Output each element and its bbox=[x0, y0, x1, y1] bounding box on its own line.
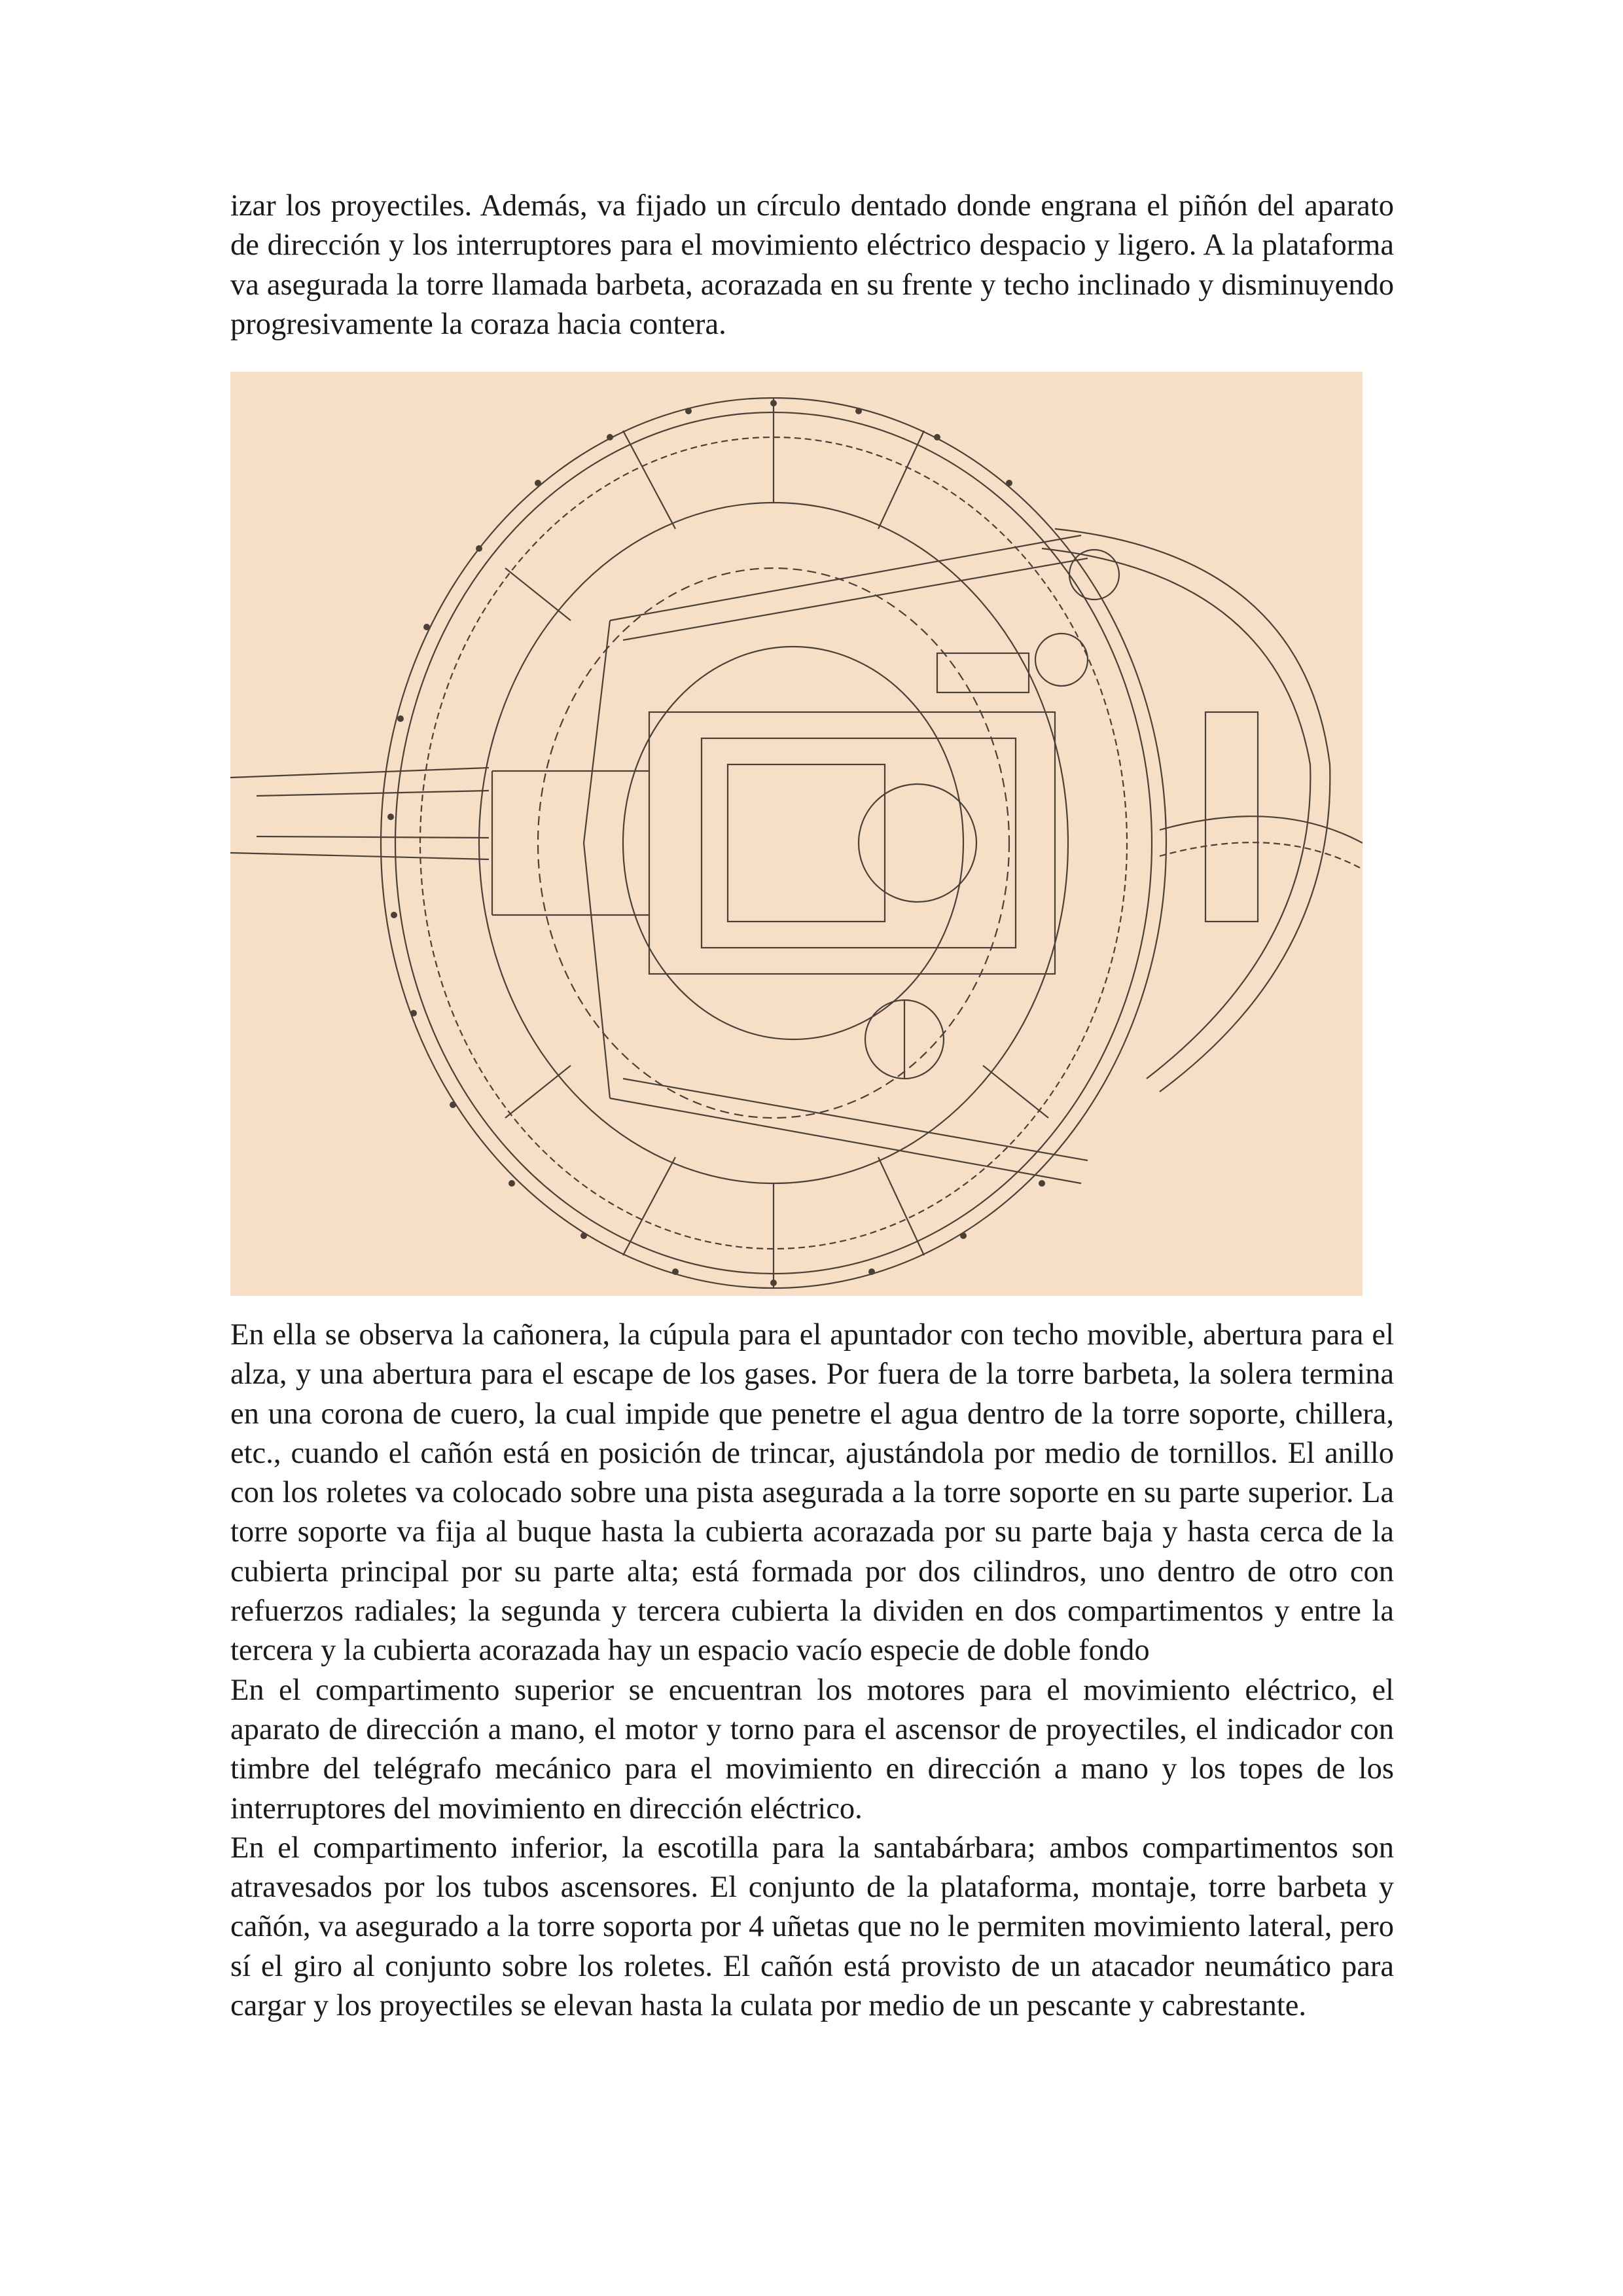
turret-plan-figure bbox=[230, 372, 1363, 1296]
gun-turret-plan-drawing-icon bbox=[230, 372, 1363, 1296]
top-paragraph: izar los proyectiles. Además, va fijado un círculo dentado donde engrana el piñón del aparato de dirección y los interruptores para el movimiento eléctrico despacio y ligero. A la plataforma va asegurada la torre llamada barbeta, acorazada en su frente y techo inclinado y disminuyendo progresivamente la coraza hacia contera. bbox=[230, 189, 1394, 341]
bottom-paragraph-1: En ella se observa la cañonera, la cúpula para el apuntador con techo movible, abertura para el alza, y una abertura para el escape de los gases. Por fuera de la torre barbeta, la solera termina en una corona de cuero, la cual impide que penetre el agua dentro de la torre soporte, chillera, etc., cuando el cañón está en posición de trincar, ajustándola por medio de tornillos. El anillo con los roletes va colocado sobre una pista asegurada a la torre soporte en su parte superior. La torre soporte va fija al buque hasta la cubierta acorazada por su parte baja y hasta cerca de la cubierta principal por su parte alta; está formada por dos cilindros, uno dentro de otro con refuerzos radiales; la segunda y tercera cubierta la dividen en dos compartimentos y entre la tercera y la cubierta acorazada hay un espacio vacío especie de doble fondo bbox=[230, 1318, 1394, 1668]
bottom-text-block bbox=[230, 1316, 1394, 2026]
bottom-paragraph-2: En el compartimento superior se encuentran los motores para el movimiento eléctrico, el aparato de dirección a mano, el motor y torno para el ascensor de proyectiles, el indicador con timbre del telégrafo mecánico para el movimiento en dirección a mano y los topes de los interruptores del movimiento en dirección eléctrico. bbox=[230, 1673, 1394, 1825]
top-text-block bbox=[230, 187, 1394, 344]
bottom-paragraph-3: En el compartimento inferior, la escotilla para la santabárbara; ambos compartimentos son atravesados por los tubos ascensores. El conjunto de la plataforma, montaje, torre barbeta y cañón, va asegurado a la torre soporta por 4 uñetas que no le permiten movimiento lateral, pero sí el giro al conjunto sobre los roletes. El cañón está provisto de un atacador neumático para cargar y los proyectiles se elevan hasta la culata por medio de un pescante y cabrestante. bbox=[230, 1831, 1394, 2023]
